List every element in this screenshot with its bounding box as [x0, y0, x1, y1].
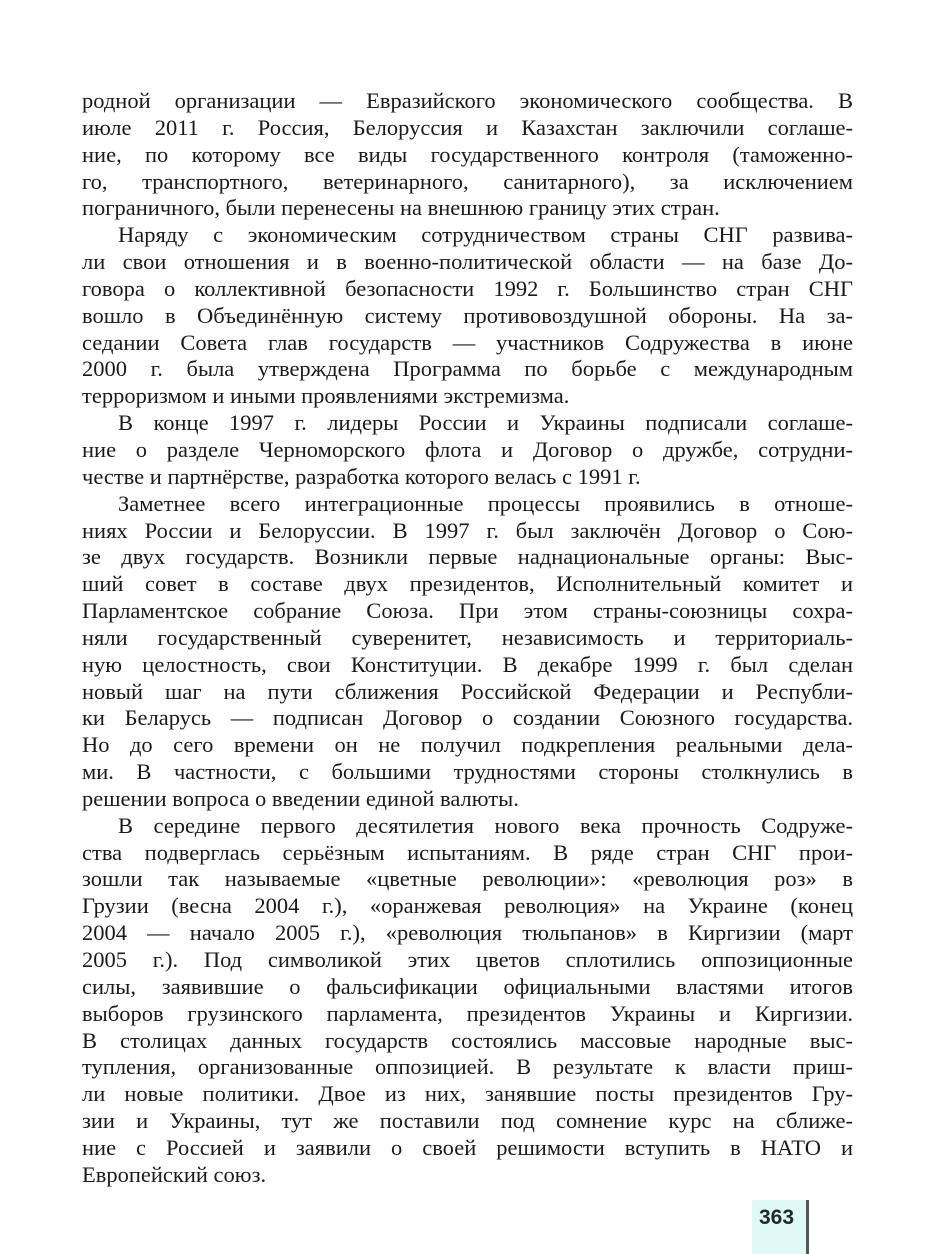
- text-line: ли новые политики. Двое из них, занявшие посты президентов Гру-: [82, 1081, 853, 1107]
- text-line: вошло в Объединённую систему противовоздушной обороны. На за-: [82, 302, 853, 328]
- paragraph: [82, 491, 853, 813]
- text-line: Парламентское собрание Союза. При этом страны-союзницы сохра-: [82, 598, 853, 624]
- text-line: Европейский союз.: [82, 1161, 267, 1187]
- text-line: 2000 г. была утверждена Программа по борьбе с международным: [82, 356, 853, 382]
- text-line: честве и партнёрстве, разработка которого велась с 1991 г.: [82, 463, 641, 489]
- text-line: Грузии (весна 2004 г.), «оранжевая революция» на Украине (конец: [82, 893, 853, 919]
- text-line: В конце 1997 г. лидеры России и Украины подписали соглаше-: [118, 410, 853, 436]
- text-line: силы, заявившие о фальсификации официальными властями итогов: [82, 973, 853, 999]
- paragraph: [82, 222, 853, 410]
- text-line: седании Совета глав государств — участников Содружества в июне: [82, 329, 853, 355]
- paragraph: [82, 88, 853, 222]
- text-line: Заметнее всего интеграционные процессы проявились в отноше-: [118, 490, 853, 516]
- text-line: ства подверглась серьёзным испытаниям. В ряде стран СНГ прои-: [82, 839, 853, 865]
- text-line: ниях России и Белоруссии. В 1997 г. был заключён Договор о Сою-: [82, 517, 853, 543]
- text-line: ние, по которому все виды государственного контроля (таможенно-: [82, 141, 853, 167]
- paragraph: [82, 410, 853, 491]
- text-line: решении вопроса о введении единой валюты.: [82, 785, 519, 811]
- text-line: Наряду с экономическим сотрудничеством страны СНГ развива-: [118, 222, 853, 248]
- text-line: В столицах данных государств состоялись массовые народные выс-: [82, 1027, 853, 1053]
- text-line: ший совет в составе двух президентов, Исполнительный комитет и: [82, 571, 853, 597]
- text-line: тупления, организованные оппозицией. В результате к власти приш-: [82, 1054, 853, 1080]
- text-line: выборов грузинского парламента, президентов Украины и Киргизии.: [82, 1000, 853, 1026]
- text-line: говора о коллективной безопасности 1992 г. Большинство стран СНГ: [82, 275, 853, 301]
- paragraph: [82, 813, 853, 1189]
- text-line: ние о разделе Черноморского флота и Договор о дружбе, сотрудни-: [82, 436, 853, 462]
- text-line: няли государственный суверенитет, независимость и территориаль-: [82, 624, 853, 650]
- text-line: терроризмом и иными проявлениями экстремизма.: [82, 383, 570, 409]
- text-line: новый шаг на пути сближения Российской Федерации и Республи-: [82, 678, 853, 704]
- body-text: [82, 88, 853, 1189]
- text-line: зии и Украины, тут же поставили под сомнение курс на сближе-: [82, 1108, 853, 1134]
- text-line: 2005 г.). Под символикой этих цветов сплотились оппозиционные: [82, 947, 853, 972]
- text-line: ки Беларусь — подписан Договор о создании Союзного государства.: [82, 705, 853, 731]
- text-line: пограничного, были перенесены на внешнюю границу этих стран.: [82, 195, 720, 221]
- text-line: ние с Россией и заявили о своей решимости вступить в НАТО и: [82, 1134, 853, 1160]
- text-line: ную целостность, свои Конституции. В декабре 1999 г. был сделан: [82, 651, 853, 677]
- text-line: Но до сего времени он не получил подкрепления реальными дела-: [82, 732, 853, 758]
- text-line: июле 2011 г. Россия, Белоруссия и Казахстан заключили соглаше-: [82, 114, 853, 140]
- text-line: 2004 — начало 2005 г.), «революция тюльпанов» в Киргизии (март: [82, 920, 853, 946]
- page-number: 363: [759, 1206, 795, 1229]
- page-number-rule: [806, 1200, 809, 1254]
- text-line: зе двух государств. Возникли первые наднациональные органы: Выс-: [82, 544, 853, 570]
- text-line: родной организации — Евразийского экономического сообщества. В: [82, 88, 853, 113]
- text-line: В середине первого десятилетия нового века прочность Содруже-: [118, 812, 853, 838]
- text-line: зошли так называемые «цветные революции»: «революция роз» в: [82, 866, 853, 892]
- text-line: го, транспортного, ветеринарного, санитарного), за исключением: [82, 168, 853, 194]
- text-line: ми. В частности, с большими трудностями стороны столкнулись в: [82, 759, 853, 785]
- text-line: ли свои отношения и в военно-политической области — на базе До-: [82, 249, 853, 275]
